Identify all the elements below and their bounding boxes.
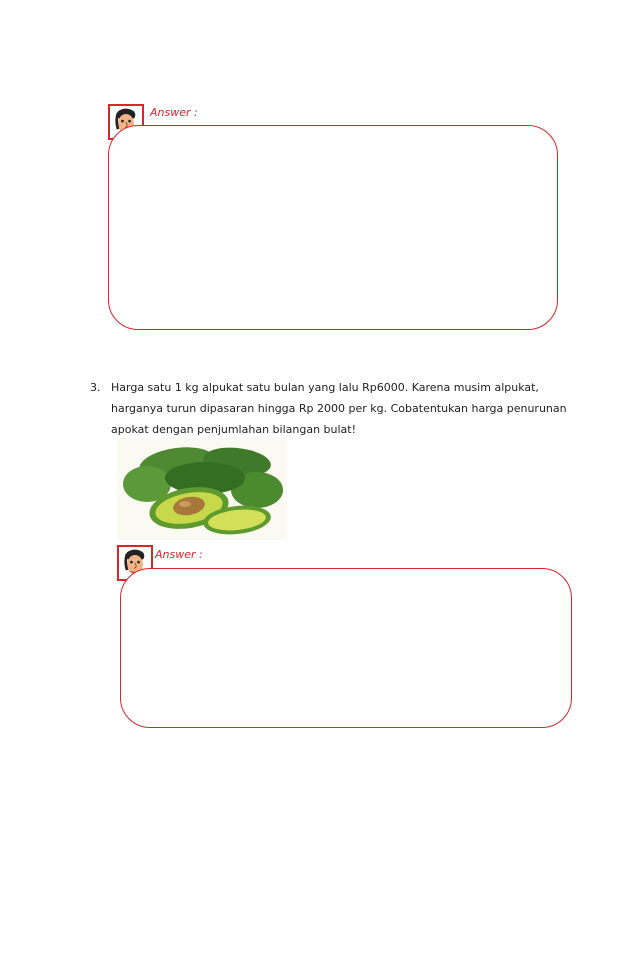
question-3 bbox=[90, 377, 584, 440]
answer-box[interactable] bbox=[120, 568, 572, 728]
answer-box[interactable] bbox=[108, 125, 558, 330]
answer-label: Answer : bbox=[150, 106, 198, 119]
question-text: Harga satu 1 kg alpukat satu bulan yang lalu Rp6000. Karena musim alpukat, harganya turun dipasaran hingga Rp 2000 per kg. Cobatentukan harga penurunan apokat dengan penjumlahan bilangan bulat! bbox=[111, 381, 567, 436]
question-number: 3. bbox=[90, 381, 101, 394]
answer-label: Answer : bbox=[155, 548, 203, 561]
avocado-image bbox=[117, 438, 287, 540]
